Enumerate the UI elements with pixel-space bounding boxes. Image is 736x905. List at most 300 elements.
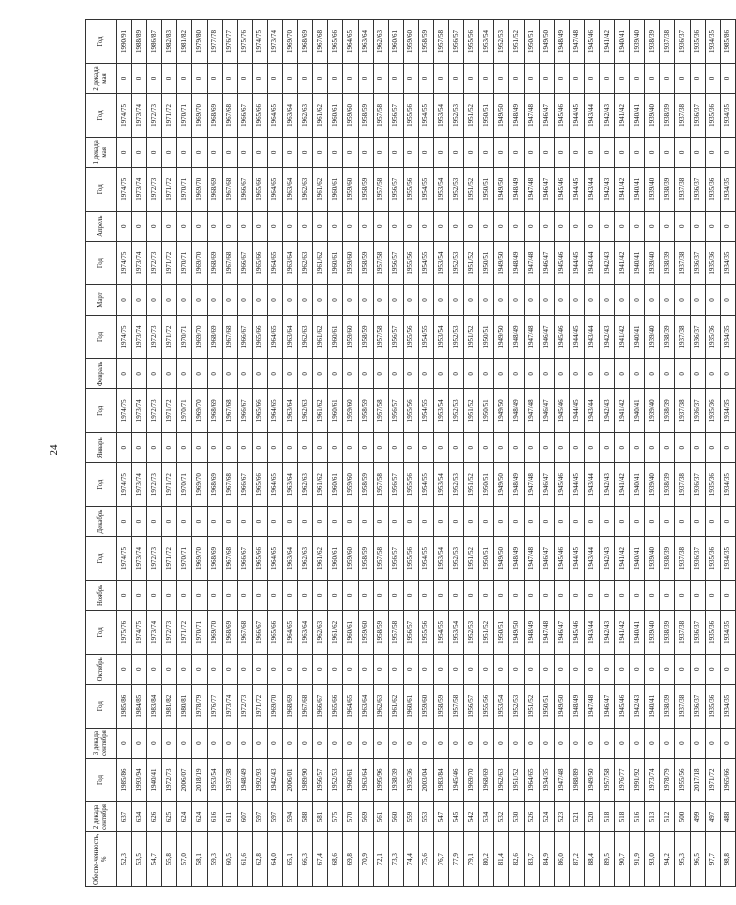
table-cell: 1968/69: [283, 684, 298, 728]
table-cell: 0: [660, 580, 675, 610]
table-cell: 0: [388, 211, 403, 241]
table-cell: 67,4: [313, 832, 328, 887]
table-cell: 1936/37: [690, 610, 705, 654]
table-cell: 1956/57: [388, 94, 403, 138]
table-cell: 0: [132, 654, 147, 684]
table-cell: 0: [283, 285, 298, 315]
table-cell: 1950/51: [479, 463, 494, 507]
table-cell: 1970/71: [177, 389, 192, 433]
table-cell: 0: [569, 507, 584, 537]
table-cell: 0: [464, 507, 479, 537]
table-cell: 0: [630, 359, 645, 389]
table-cell: 530: [509, 802, 524, 832]
table-row: [675, 20, 690, 887]
table-cell: 1974/75: [117, 389, 132, 433]
table-cell: 0: [600, 507, 615, 537]
table-cell: 1974/75: [117, 315, 132, 359]
table-cell: 1974/75: [117, 241, 132, 285]
table-cell: 1990/91: [117, 20, 132, 64]
table-cell: 0: [569, 728, 584, 758]
table-cell: 597: [267, 802, 282, 832]
table-cell: 1973/74: [267, 20, 282, 64]
table-cell: 1964/65: [267, 167, 282, 211]
table-cell: 1965/66: [720, 758, 735, 802]
table-cell: 1971/72: [162, 315, 177, 359]
table-cell: 0: [690, 507, 705, 537]
table-cell: 1976/77: [207, 684, 222, 728]
table-cell: 1965/66: [252, 241, 267, 285]
table-cell: 1982/83: [162, 20, 177, 64]
table-cell: 1957/58: [373, 167, 388, 211]
column-header: Год: [86, 537, 117, 581]
table-cell: 0: [267, 359, 282, 389]
table-cell: 1956/57: [388, 241, 403, 285]
table-cell: 0: [237, 211, 252, 241]
table-cell: 1937/38: [675, 315, 690, 359]
table-cell: 1943/44: [584, 389, 599, 433]
table-cell: 1955/56: [403, 537, 418, 581]
table-cell: 54,7: [147, 832, 162, 887]
table-cell: 0: [539, 433, 554, 463]
table-cell: 1955/56: [403, 167, 418, 211]
table-cell: 561: [373, 802, 388, 832]
table-cell: 1970/71: [177, 94, 192, 138]
table-cell: 0: [237, 359, 252, 389]
table-cell: 1955/56: [403, 241, 418, 285]
table-cell: 1945/46: [554, 94, 569, 138]
table-cell: 1955/56: [418, 610, 433, 654]
table-cell: 1949/50: [494, 537, 509, 581]
table-cell: 0: [162, 211, 177, 241]
table-cell: 1992/93: [252, 758, 267, 802]
table-cell: 1963/64: [358, 20, 373, 64]
table-cell: 1957/58: [373, 389, 388, 433]
table-cell: 1953/54: [433, 463, 448, 507]
table-cell: 1967/68: [222, 241, 237, 285]
table-cell: 1956/57: [449, 20, 464, 64]
table-cell: 0: [449, 63, 464, 93]
table-cell: 1947/48: [524, 389, 539, 433]
table-cell: 1937/38: [675, 537, 690, 581]
table-cell: 0: [252, 359, 267, 389]
table-cell: 0: [539, 63, 554, 93]
table-cell: 0: [705, 728, 720, 758]
table-row: [147, 20, 162, 887]
table-cell: 1959/60: [403, 20, 418, 64]
table-cell: 1964/65: [267, 241, 282, 285]
table-cell: 559: [403, 802, 418, 832]
table-cell: 1936/37: [690, 241, 705, 285]
table-cell: 1957/58: [449, 684, 464, 728]
table-cell: 1961/62: [313, 537, 328, 581]
table-cell: 87,2: [569, 832, 584, 887]
table-cell: 2018/19: [192, 758, 207, 802]
table-cell: 0: [343, 63, 358, 93]
table-cell: 0: [132, 433, 147, 463]
table-cell: 0: [494, 285, 509, 315]
column-header: Год: [86, 315, 117, 359]
table-cell: 0: [147, 63, 162, 93]
table-cell: 1943/44: [584, 463, 599, 507]
table-cell: 0: [298, 728, 313, 758]
table-cell: 0: [418, 580, 433, 610]
table-cell: 0: [720, 359, 735, 389]
column-header: Год: [86, 241, 117, 285]
table-cell: 58,1: [192, 832, 207, 887]
table-cell: 581: [313, 802, 328, 832]
table-cell: 1967/68: [222, 389, 237, 433]
table-cell: 1959/60: [343, 94, 358, 138]
table-cell: 0: [494, 359, 509, 389]
table-cell: 0: [358, 211, 373, 241]
table-cell: 1941/42: [615, 94, 630, 138]
table-cell: 1993/94: [132, 758, 147, 802]
table-cell: 1948/49: [237, 758, 252, 802]
table-cell: 0: [192, 507, 207, 537]
table-cell: 1986/87: [147, 20, 162, 64]
table-cell: 0: [313, 359, 328, 389]
table-cell: 1951/52: [464, 463, 479, 507]
table-cell: 1973/74: [132, 241, 147, 285]
table-cell: 1965/66: [252, 389, 267, 433]
table-cell: 1947/48: [569, 20, 584, 64]
table-cell: 1952/53: [449, 463, 464, 507]
table-cell: 0: [313, 580, 328, 610]
table-cell: 1965/66: [252, 94, 267, 138]
table-cell: 0: [207, 507, 222, 537]
table-cell: 1959/60: [358, 610, 373, 654]
column-header: Февраль: [86, 359, 117, 389]
table-cell: 1964/65: [343, 684, 358, 728]
table-cell: 0: [358, 433, 373, 463]
table-cell: 0: [433, 137, 448, 167]
column-header: Год: [86, 167, 117, 211]
table-cell: 1963/64: [358, 684, 373, 728]
table-cell: 1991/92: [630, 758, 645, 802]
table-cell: 1943/44: [584, 94, 599, 138]
table-cell: 1937/38: [675, 684, 690, 728]
table-cell: 1967/68: [222, 315, 237, 359]
table-cell: 1935/36: [705, 315, 720, 359]
table-cell: 1957/58: [600, 758, 615, 802]
table-cell: 0: [222, 359, 237, 389]
table-cell: 0: [252, 211, 267, 241]
table-cell: 0: [690, 137, 705, 167]
table-cell: 0: [720, 211, 735, 241]
table-cell: 1948/49: [524, 610, 539, 654]
table-cell: 1953/54: [449, 610, 464, 654]
table-cell: 0: [177, 63, 192, 93]
table-cell: 0: [222, 285, 237, 315]
table-cell: 1942/43: [600, 94, 615, 138]
table-cell: 1942/43: [600, 463, 615, 507]
table-cell: 1951/52: [464, 241, 479, 285]
table-cell: 1962/63: [298, 463, 313, 507]
table-cell: 1959/60: [343, 241, 358, 285]
table-cell: 0: [509, 359, 524, 389]
table-cell: 1971/72: [162, 241, 177, 285]
table-cell: 1939/40: [645, 241, 660, 285]
table-cell: 1946/47: [600, 684, 615, 728]
table-cell: 1968/69: [207, 167, 222, 211]
table-cell: 1940/41: [630, 315, 645, 359]
table-cell: 0: [117, 285, 132, 315]
table-cell: 0: [388, 433, 403, 463]
table-cell: 1977/78: [207, 20, 222, 64]
table-cell: 0: [192, 285, 207, 315]
table-cell: 0: [479, 285, 494, 315]
table-cell: 73,3: [388, 832, 403, 887]
table-cell: 1948/49: [569, 684, 584, 728]
table-cell: 1963/64: [358, 758, 373, 802]
table-cell: 0: [358, 728, 373, 758]
table-cell: 1940/41: [630, 389, 645, 433]
table-cell: 1947/48: [524, 315, 539, 359]
table-cell: 0: [494, 433, 509, 463]
table-cell: 560: [388, 802, 403, 832]
table-cell: 1967/68: [222, 463, 237, 507]
table-cell: 1967/68: [222, 94, 237, 138]
table-cell: 1964/65: [267, 537, 282, 581]
table-cell: 69,8: [343, 832, 358, 887]
table-cell: 0: [524, 654, 539, 684]
table-cell: 0: [705, 211, 720, 241]
table-cell: 1964/65: [267, 463, 282, 507]
table-cell: 88,4: [584, 832, 599, 887]
table-row: [433, 20, 448, 887]
table-cell: 1947/48: [584, 684, 599, 728]
table-cell: 1949/50: [494, 94, 509, 138]
table-cell: 0: [283, 359, 298, 389]
table-cell: 1974/75: [117, 463, 132, 507]
table-cell: 1955/56: [464, 20, 479, 64]
table-cell: 0: [524, 507, 539, 537]
table-row: [177, 20, 192, 887]
table-cell: 1937/38: [675, 241, 690, 285]
table-cell: 512: [660, 802, 675, 832]
table-cell: 0: [449, 728, 464, 758]
table-cell: 1948/49: [554, 20, 569, 64]
table-cell: 0: [373, 728, 388, 758]
table-cell: 1938/39: [660, 684, 675, 728]
table-cell: 1968/69: [207, 315, 222, 359]
table-cell: 1956/57: [388, 389, 403, 433]
table-cell: 1970/71: [177, 463, 192, 507]
table-row: [222, 20, 237, 887]
table-cell: 1969/70: [192, 315, 207, 359]
table-cell: 1958/59: [358, 389, 373, 433]
table-cell: 1968/69: [207, 94, 222, 138]
table-cell: 1973/74: [147, 610, 162, 654]
table-cell: 0: [373, 507, 388, 537]
table-cell: 0: [464, 728, 479, 758]
table-cell: 1981/82: [177, 20, 192, 64]
table-cell: 57,0: [177, 832, 192, 887]
table-cell: 1961/62: [313, 167, 328, 211]
table-cell: 1935/36: [705, 94, 720, 138]
table-cell: 0: [464, 654, 479, 684]
table-cell: 0: [373, 63, 388, 93]
table-cell: 0: [207, 63, 222, 93]
table-cell: 1939/40: [645, 463, 660, 507]
table-cell: 1968/69: [207, 463, 222, 507]
table-cell: 0: [388, 728, 403, 758]
table-cell: 1951/52: [464, 389, 479, 433]
table-cell: 1945/46: [615, 684, 630, 728]
table-cell: 1956/57: [388, 537, 403, 581]
table-cell: 1953/54: [207, 758, 222, 802]
table-cell: 0: [388, 580, 403, 610]
table-cell: 0: [403, 285, 418, 315]
table-cell: 1951/52: [464, 537, 479, 581]
table-cell: 83,7: [524, 832, 539, 887]
table-cell: 1948/49: [509, 389, 524, 433]
table-cell: 1965/66: [252, 537, 267, 581]
table-cell: 1958/59: [358, 537, 373, 581]
table-cell: 1967/68: [313, 20, 328, 64]
table-cell: 1976/77: [222, 20, 237, 64]
table-cell: 1988/89: [569, 758, 584, 802]
table-cell: 1962/63: [298, 94, 313, 138]
table-cell: 0: [554, 211, 569, 241]
table-cell: 1981/82: [162, 684, 177, 728]
table-cell: 1941/42: [615, 167, 630, 211]
table-cell: 0: [630, 211, 645, 241]
table-cell: 0: [373, 211, 388, 241]
table-row: [132, 20, 147, 887]
table-row: [554, 20, 569, 887]
table-cell: 0: [675, 285, 690, 315]
table-cell: 0: [313, 137, 328, 167]
table-cell: 1959/60: [343, 463, 358, 507]
table-cell: 0: [449, 211, 464, 241]
table-cell: 500: [675, 802, 690, 832]
table-cell: 0: [192, 137, 207, 167]
table-cell: 1966/67: [237, 389, 252, 433]
table-cell: 0: [539, 359, 554, 389]
table-cell: 0: [494, 654, 509, 684]
table-cell: 1944/45: [569, 94, 584, 138]
table-cell: 1951/52: [464, 94, 479, 138]
table-cell: 1953/54: [433, 241, 448, 285]
table-cell: 0: [132, 359, 147, 389]
table-cell: 1946/47: [539, 537, 554, 581]
table-cell: 0: [479, 137, 494, 167]
table-cell: 1949/50: [494, 315, 509, 359]
table-cell: 1944/45: [569, 315, 584, 359]
table-cell: 1941/42: [615, 241, 630, 285]
table-cell: 1935/36: [705, 167, 720, 211]
table-cell: 1936/37: [675, 20, 690, 64]
table-cell: 0: [630, 654, 645, 684]
table-row: [358, 20, 373, 887]
table-row: [720, 20, 735, 887]
table-cell: 0: [569, 63, 584, 93]
table-cell: 1951/52: [464, 315, 479, 359]
table-cell: 0: [539, 137, 554, 167]
table-cell: 0: [630, 433, 645, 463]
table-cell: 1934/35: [705, 20, 720, 64]
table-cell: 0: [298, 211, 313, 241]
table-cell: 0: [464, 433, 479, 463]
table-cell: 0: [313, 285, 328, 315]
table-cell: 0: [630, 580, 645, 610]
table-cell: 1943/44: [584, 241, 599, 285]
table-cell: 0: [464, 63, 479, 93]
table-cell: 0: [343, 137, 358, 167]
table-cell: 1949/50: [509, 610, 524, 654]
table-cell: 0: [132, 137, 147, 167]
table-row: [539, 20, 554, 887]
column-header: Апрель: [86, 211, 117, 241]
table-cell: 0: [524, 285, 539, 315]
table-row: [298, 20, 313, 887]
table-cell: 1944/45: [569, 537, 584, 581]
table-cell: 1972/73: [147, 463, 162, 507]
table-cell: 1963/64: [283, 315, 298, 359]
table-cell: 1956/57: [464, 684, 479, 728]
table-cell: 1972/73: [162, 758, 177, 802]
table-cell: 0: [569, 580, 584, 610]
table-cell: 1969/70: [283, 20, 298, 64]
table-cell: 0: [539, 211, 554, 241]
table-row: [192, 20, 207, 887]
table-cell: 0: [524, 137, 539, 167]
table-cell: 1958/59: [358, 315, 373, 359]
table-cell: 0: [524, 211, 539, 241]
table-cell: 0: [524, 728, 539, 758]
table-cell: 1946/47: [539, 315, 554, 359]
table-cell: 1960/61: [343, 758, 358, 802]
table-cell: 0: [237, 63, 252, 93]
table-cell: 0: [373, 359, 388, 389]
table-cell: 1959/60: [418, 684, 433, 728]
table-cell: 0: [509, 728, 524, 758]
table-cell: 1963/64: [283, 389, 298, 433]
table-cell: 1956/57: [313, 758, 328, 802]
table-cell: 0: [222, 137, 237, 167]
table-cell: 1957/58: [373, 315, 388, 359]
column-header: Год: [86, 389, 117, 433]
table-cell: 0: [690, 285, 705, 315]
table-cell: 1941/42: [615, 537, 630, 581]
table-cell: 1948/49: [509, 94, 524, 138]
table-cell: 70,9: [358, 832, 373, 887]
table-cell: 0: [675, 580, 690, 610]
table-cell: 634: [132, 802, 147, 832]
table-cell: 518: [600, 802, 615, 832]
table-cell: 0: [177, 285, 192, 315]
table-cell: 518: [615, 802, 630, 832]
table-cell: 1966/67: [313, 684, 328, 728]
table-cell: 0: [283, 507, 298, 537]
table-cell: 1946/47: [539, 463, 554, 507]
table-cell: 1962/63: [494, 758, 509, 802]
table-cell: 0: [403, 211, 418, 241]
table-cell: 1941/42: [615, 315, 630, 359]
table-cell: 1936/37: [690, 684, 705, 728]
table-cell: 0: [418, 211, 433, 241]
table-cell: 0: [237, 507, 252, 537]
table-cell: 0: [237, 580, 252, 610]
table-cell: 1938/39: [660, 537, 675, 581]
table-cell: 0: [132, 285, 147, 315]
table-cell: 1955/56: [403, 94, 418, 138]
table-cell: 0: [449, 137, 464, 167]
table-cell: 1955/56: [403, 315, 418, 359]
table-cell: 1970/71: [177, 167, 192, 211]
table-cell: 1953/54: [433, 389, 448, 433]
